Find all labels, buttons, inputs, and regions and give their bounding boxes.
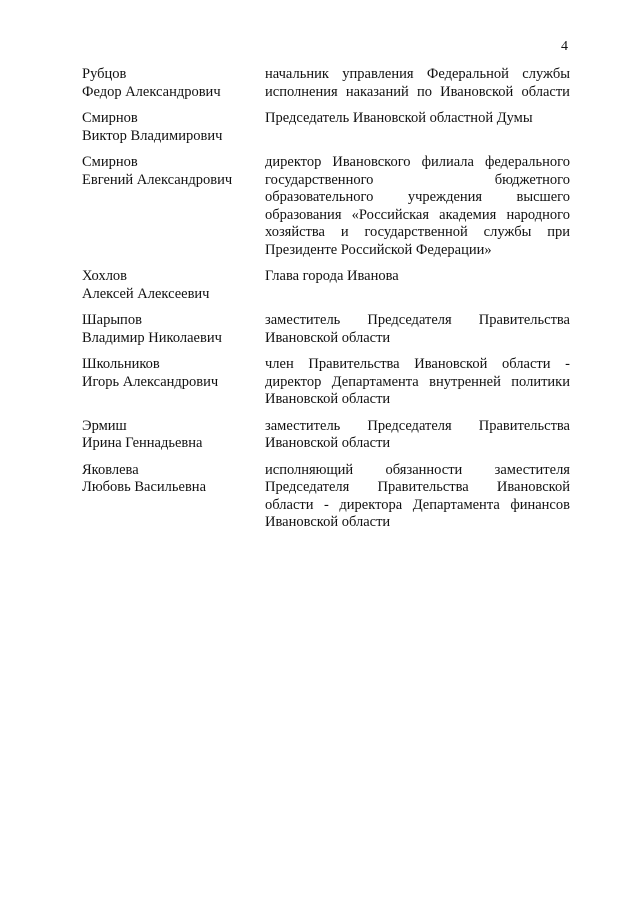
position-line: заместитель Председателя Правительства [265,417,570,434]
member-surname: Школьников [82,356,160,372]
member-given-name: Виктор Владимирович [82,127,223,144]
position-line: области - директора Департамента финансов [265,496,570,513]
position-line: Президенте Российской Федерации» [265,241,492,258]
member-position [265,154,570,259]
member-entry [82,356,570,409]
position-line: директор Ивановского филиала федерального [265,154,570,170]
member-position [265,312,570,347]
position-line: Ивановской области [265,435,391,451]
member-name [82,418,265,453]
member-entry [82,462,570,532]
member-entry [82,66,570,101]
member-roster [82,66,570,532]
member-given-name: Федор Александрович [82,83,221,100]
position-line: Глава города Иванова [265,268,399,284]
position-line: образовательного учреждения высшего [265,189,570,205]
position-line: Председателя Правительства Ивановской [265,479,570,495]
member-surname: Смирнов [82,154,138,170]
member-surname: Рубцов [82,66,127,82]
member-entry [82,418,570,453]
member-given-name: Любовь Васильевна [82,479,207,495]
member-name [82,356,265,409]
position-line: Ивановской области [265,514,391,530]
member-position [265,418,570,453]
member-surname: Шарыпов [82,312,142,328]
member-position [265,268,570,303]
member-name [82,462,265,532]
member-given-name: Ирина Геннадьевна [82,435,203,451]
member-entry [82,312,570,347]
position-line: начальник управления Федеральной службы [265,66,570,82]
position-line: Ивановской области [265,391,391,407]
member-name [82,312,265,347]
member-name [82,154,265,259]
member-entry [82,154,570,259]
member-name [82,66,265,101]
position-line: государственного бюджетного [265,171,570,188]
member-surname: Хохлов [82,268,128,284]
member-given-name: Владимир Николаевич [82,329,222,346]
position-line: Председатель Ивановской областной Думы [265,110,533,126]
position-line: исполнения наказаний по Ивановской области [265,83,570,100]
page-number: 4 [561,39,568,54]
member-surname: Смирнов [82,110,138,126]
member-entry [82,268,570,303]
position-line: исполняющий обязанности заместителя [265,461,570,478]
member-position [265,462,570,532]
member-given-name: Евгений Александрович [82,171,233,188]
member-position [265,66,570,101]
position-line: образования «Российская академия народного [265,206,570,223]
member-given-name: Алексей Алексеевич [82,285,210,302]
member-given-name: Игорь Александрович [82,373,219,390]
member-surname: Яковлева [82,461,139,478]
member-position [265,356,570,409]
position-line: Ивановской области [265,329,391,346]
position-line: директор Департамента внутренней политики [265,373,570,390]
member-name [82,268,265,303]
member-position [265,110,570,145]
member-name [82,110,265,145]
position-line: хозяйства и государственной службы при [265,224,570,240]
position-line: член Правительства Ивановской области - [265,356,570,372]
position-line: заместитель Председателя Правительства [265,312,570,328]
member-surname: Эрмиш [82,417,127,434]
member-entry [82,110,570,145]
